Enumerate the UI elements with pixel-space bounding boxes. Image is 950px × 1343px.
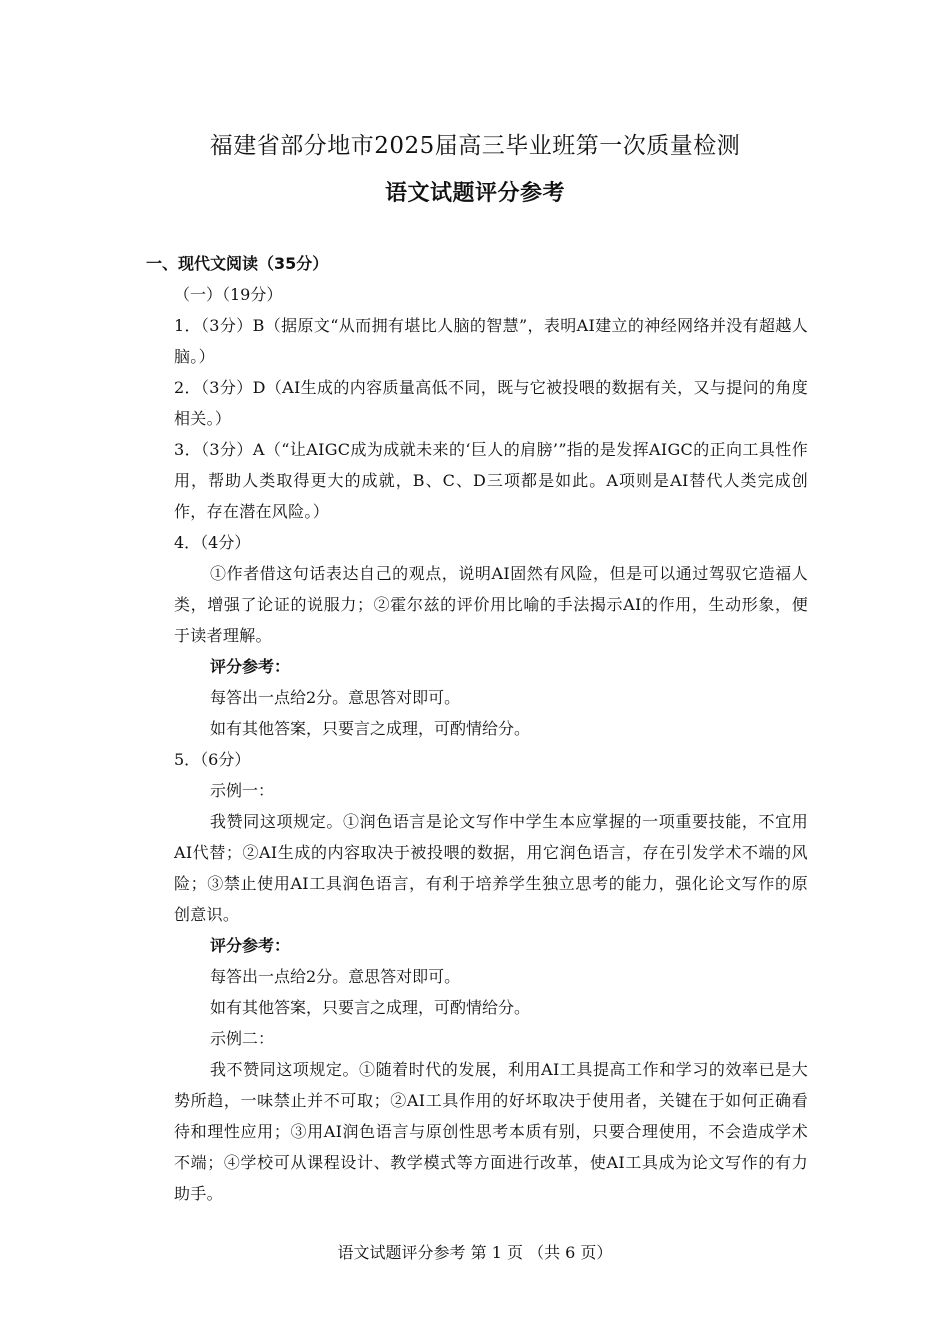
q4-scoring-title: 评分参考： <box>210 657 291 676</box>
answer-q4-text: ①作者借这句话表达自己的观点，说明AI固然有风险，但是可以通过驾驭它造福人类，增强了论证的说服力；②霍尔兹的评价用比喻的手法揭示AI的作用，生动形象，便于读者理解。 <box>174 564 808 645</box>
q5-example-1-title: 示例一： <box>210 781 275 800</box>
answer-q2: 2．（3分）D（AI生成的内容质量高低不同，既与它被投喂的数据有关，又与提问的角度相关。） <box>174 378 808 428</box>
q4-scoring-rule-2: 如有其他答案，只要言之成理，可酌情给分。 <box>210 719 531 738</box>
q5-example-2-text: 我不赞同这项规定。①随着时代的发展，利用AI工具提高工作和学习的效率已是大势所趋，一味禁止并不可取；②AI工具作用的好坏取决于使用者，关键在于如何正确看待和理性应用；③用AI润色语言与原创性思考本质有别，只要合理使用，不会造成学术不端；④学校可从课程设计、教学模式等方面进行改革，使AI工具成为论文写作的有力助手。 <box>174 1060 808 1203</box>
answer-q1: 1．（3分）B（据原文“从而拥有堪比人脑的智慧”，表明AI建立的神经网络并没有超越人脑。） <box>174 316 808 366</box>
section-heading: 一、现代文阅读（35分） <box>146 254 329 273</box>
q5-scoring-title: 评分参考： <box>210 936 291 955</box>
document-subtitle: 语文试题评分参考 <box>384 181 565 206</box>
exam-title: 福建省部分地市2025届高三毕业班第一次质量检测 <box>209 133 741 159</box>
page-footer: 语文试题评分参考 第 1 页 （共 6 页） <box>337 1243 613 1262</box>
q5-example-2-title: 示例二： <box>210 1029 275 1048</box>
question-4-label: 4．（4分） <box>174 533 251 552</box>
q5-scoring-rule-1: 每答出一点给2分。意思答对即可。 <box>210 967 461 986</box>
part-heading: （一）（19分） <box>174 285 283 304</box>
q5-scoring-rule-2: 如有其他答案，只要言之成理，可酌情给分。 <box>210 998 531 1017</box>
q4-scoring-rule-1: 每答出一点给2分。意思答对即可。 <box>210 688 461 707</box>
question-5-label: 5．（6分） <box>174 750 251 769</box>
answer-q3: 3．（3分）A（“让AIGC成为成就未来的‘巨人的肩膀’”指的是发挥AIGC的正向工具性作用，帮助人类取得更大的成就，B、C、D三项都是如此。A项则是AI替代人类完成创作，存在潜在风险。） <box>174 440 808 521</box>
answer-content <box>146 248 808 1209</box>
q5-example-1-text: 我赞同这项规定。①润色语言是论文写作中学生本应掌握的一项重要技能，不宜用AI代替；②AI生成的内容取决于被投喂的数据，用它润色语言，存在引发学术不端的风险；③禁止使用AI工具润色语言，有利于培养学生独立思考的能力，强化论文写作的原创意识。 <box>174 812 808 924</box>
